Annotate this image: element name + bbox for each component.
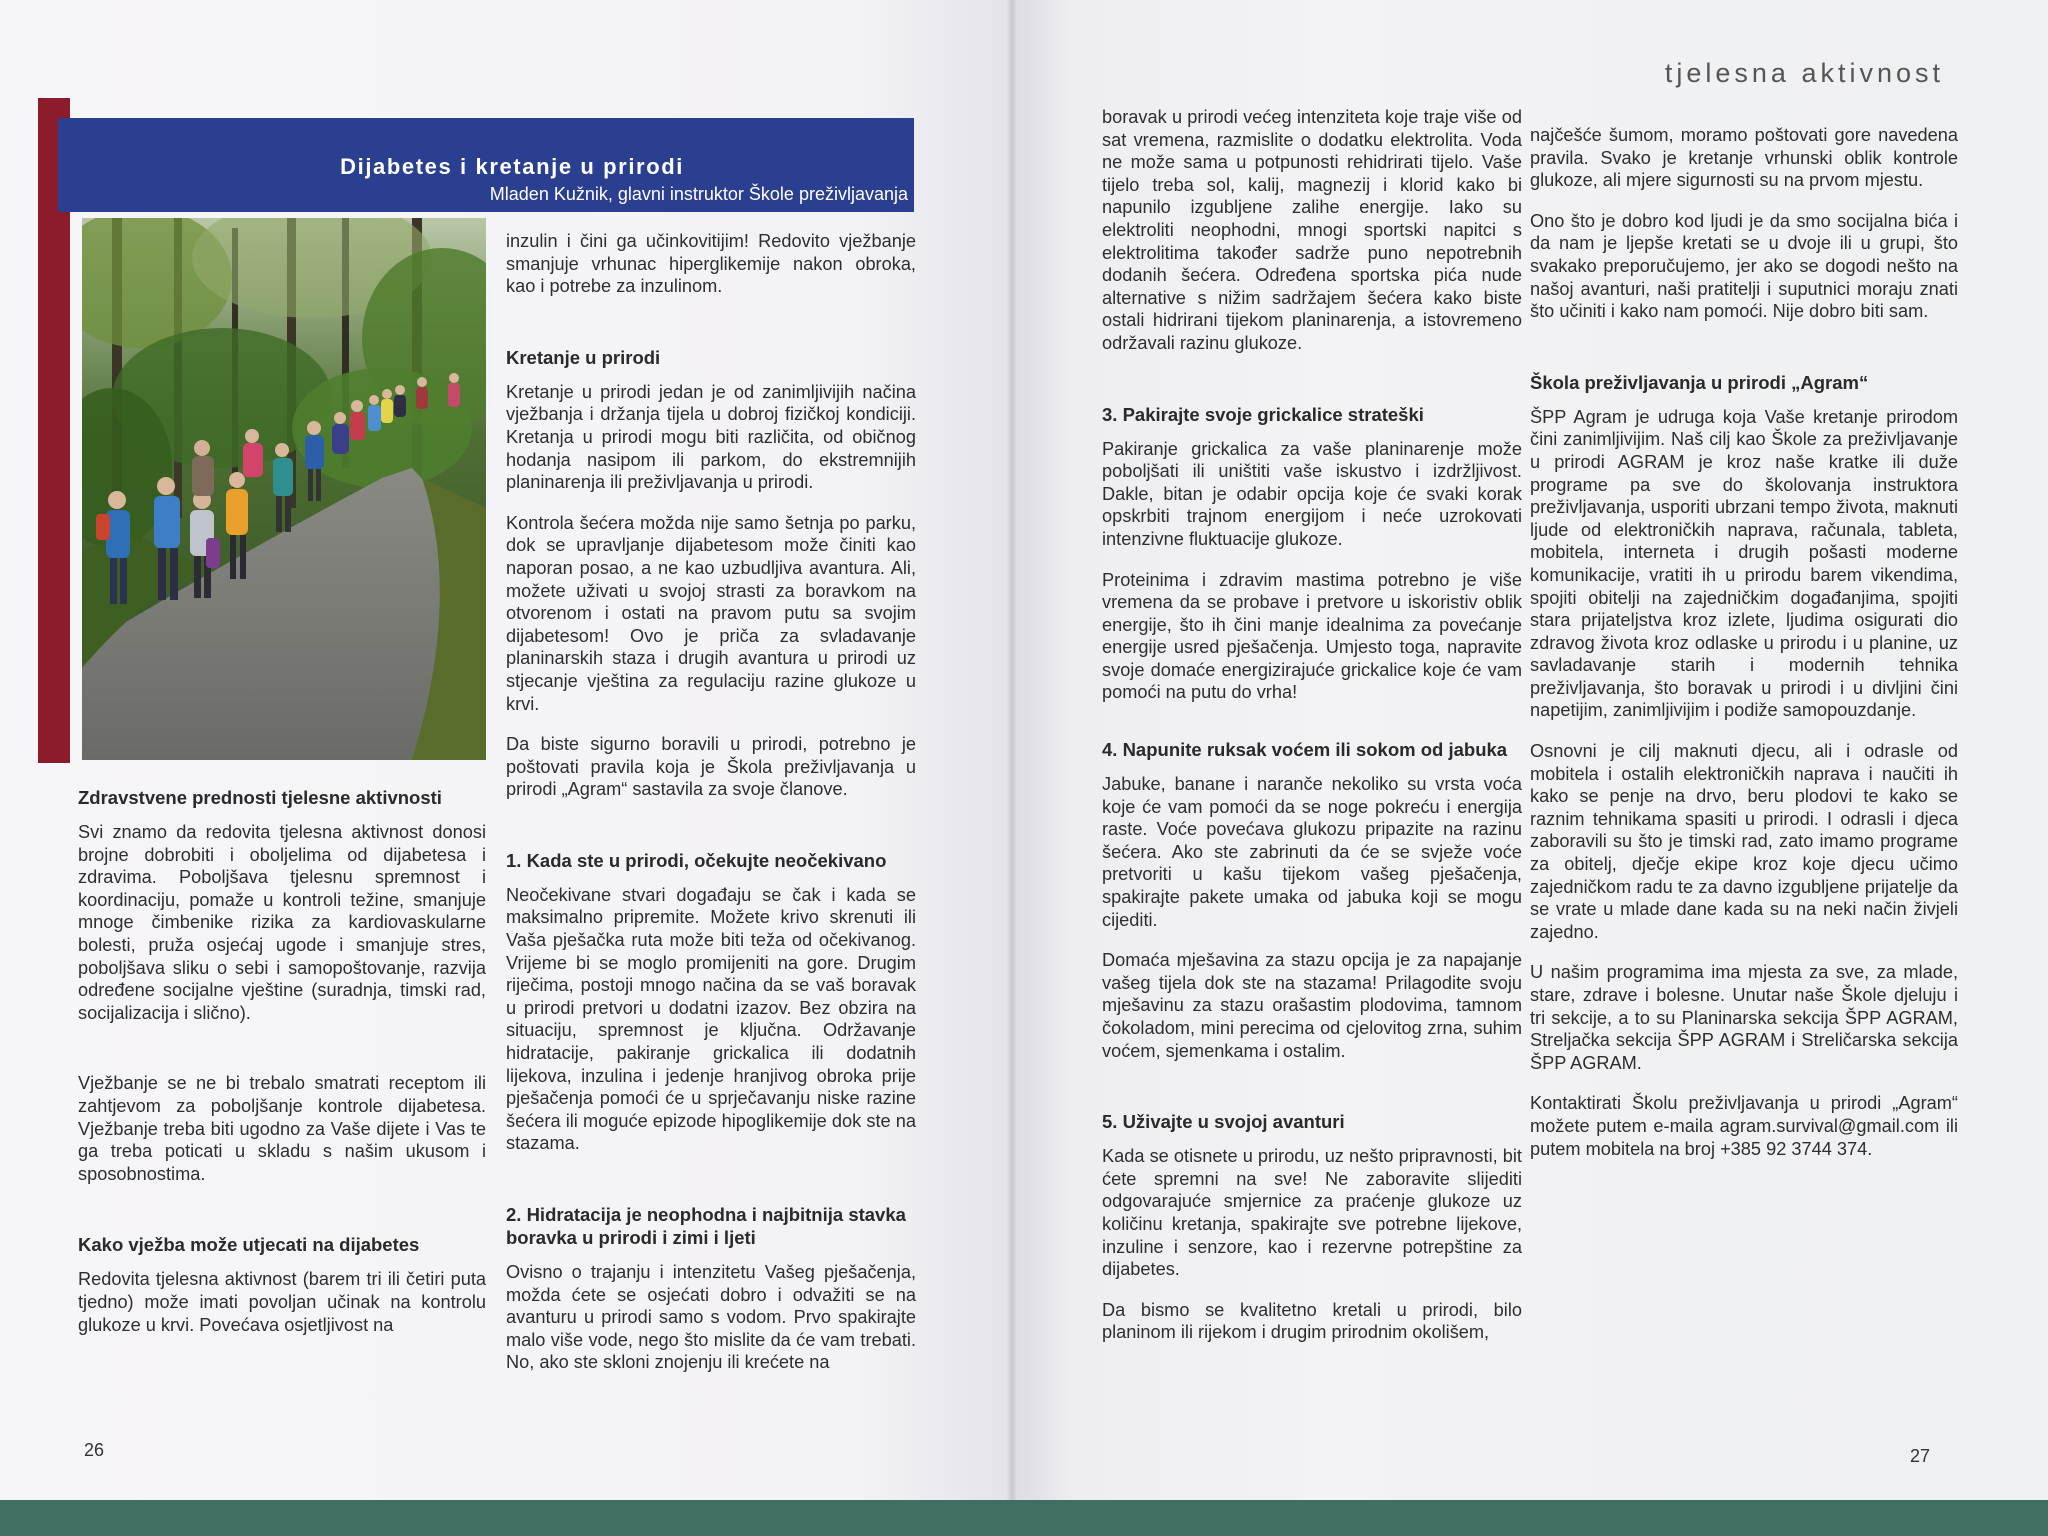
- paragraph: Vježbanje se ne bi trebalo smatrati receptom ili zahtjevom za poboljšanje kontrole dijabetesa. Vježbanje treba biti ugodno za Vaše dijete i Vas te ga treba poticati u skladu s našim ukusom i sposobnostima.: [78, 1073, 486, 1184]
- paragraph: Jabuke, banane i naranče nekoliko su vrsta voća koje će vam pomoći da se noge pokreću i energija raste. Voće povećava glukozu pripazite na razinu šećera. Ako ste zabrinuti da će se svježe voće pretvoriti u kašu tijekom vašeg pješačenja, spakirajte pakete umaka od jabuka koji se mogu cijediti.: [1102, 774, 1522, 930]
- paragraph: Kretanje u prirodi jedan je od zanimljivijih načina vježbanja i držanja tijela u dobroj fizičkoj kondiciji. Kretanja u prirodi mogu biti različita, od običnog hodanja nasipom ili parkom, do ekstremnijih planinarenja ili preživljavanja u prirodi.: [506, 381, 916, 493]
- paragraph: Kontrola šećera možda nije samo šetnja po parku, dok se upravljanje dijabetesom može činiti kao naporan posao, a ne kao uzbudljiva avantura. Ali, možete uživati u svojoj strasti za boravkom na otvorenom i ostati na pravom putu sa svojim dijabetesom! Ovo je priča za svladavanje planinarskih staza i drugih avantura u prirodi uz stjecanje vještina za regulaciju razine glukoze u krvi.: [506, 512, 916, 714]
- page-number-right: 27: [1910, 1446, 1931, 1466]
- heading-rule-1: 1. Kada ste u prirodi, očekujte neočekivano: [506, 849, 887, 871]
- right-page: [1012, 0, 2048, 1500]
- paragraph: Proteinima i zdravim mastima potrebno je više vremena da se probave i pretvore u iskoristiv oblik energije, što ih čini manje idealnima za povećanje energije usred pješačenja. Umjesto toga, napravite svoje domaće energizirajuće grickalice koje će vam pomoći na putu do vrha!: [1102, 569, 1522, 703]
- contact-paragraph: Kontaktirati Školu preživljavanja u prirodi „Agram“ možete putem e-maila agram.survival@gmail.com ili putem mobitela na broj +385 92 3744 374.: [1530, 1093, 1958, 1159]
- title-bar: [58, 118, 914, 212]
- paragraph: Kada se otisnete u prirodu, uz nešto pripravnosti, bit ćete spremni na sve! Ne zaboravite slijediti odgovarajuće smjernice za praćenje glukoze uz količinu kretanja, spakirajte sve potrebne lijekove, inzuline i senzore, kao i rezervne potrepštine za dijabetes.: [1102, 1146, 1522, 1280]
- article-author: Mladen Kužnik, glavni instruktor Škole preživljavanja: [489, 184, 908, 204]
- heading-rule-5: 5. Uživajte u svojoj avanturi: [1102, 1111, 1345, 1133]
- page-number-left: 26: [84, 1440, 105, 1460]
- left-page: [0, 0, 1012, 1500]
- paragraph: Osnovni je cilj maknuti djecu, ali i odrasle od mobitela i ostalih elektroničkih naprava i naučiti ih kako se penje na drvo, beru plodovi te kako se raznim tehnikama spasiti u prirodi. I odrasli i djeca zaboravili su što je timski rad, zato imamo programe za obitelj, dječje ekipe kroz koje djecu učimo zajedničkom radu te za davno izgubljene prijatelje da se vrate u mlade dane kada su na neki način živjeli zajedno.: [1530, 741, 1958, 942]
- heading-survival-school: Škola preživljavanja u prirodi „Agram“: [1530, 371, 1869, 393]
- paragraph: Domaća mješavina za stazu opcija je za napajanje vašeg tijela dok ste na stazama! Prilagodite svoju mješavinu za stazu orašastim plodovima, tamnom čokoladom, mini perecima od cjelovitog zrna, suhim voćem, sjemenkama i ostalim.: [1102, 950, 1522, 1061]
- paragraph: Neočekivane stvari događaju se čak i kada se maksimalno pripremite. Možete krivo skrenuti ili Vaša pješačka ruta može biti teža od očekivanog. Vrijeme bi se moglo promijeniti na gore. Drugim riječima, postoji mnogo načina da se vaš boravak u prirodi pretvori u dodatni izazov. Bez obzira na situaciju, spremnost je ključna. Održavanje hidratacije, pakiranje grickalica ili dodatnih lijekova, inzulina i jedenje hranjivog obroka prije pješačenja pomoći će u sprječavanju niske razine šećera ili moguće epizode hipoglikemije dok ste na stazama.: [506, 884, 916, 1154]
- paragraph: inzulin i čini ga učinkovitijim! Redovito vježbanje smanjuje vrhunac hiperglikemije nakon obroka, kao i potrebe za inzulinom.: [506, 231, 916, 297]
- book-spine: [1006, 0, 1018, 1500]
- left-column-2: [506, 230, 916, 1374]
- section-label: tjelesna aktivnost: [1664, 58, 1944, 88]
- right-column-2: [1530, 124, 1958, 1160]
- paragraph: Da biste sigurno boravili u prirodi, potrebno je poštovati pravila koja je Škola preživljavanja u prirodi „Agram“ sastavila za svoje članove.: [506, 734, 916, 800]
- right-column-1: [1102, 106, 1522, 1344]
- paragraph: U našim programima ima mjesta za sve, za mlade, stare, zdrave i bolesne. Unutar naše Škole djeluju i tri sekcije, a to su Planinarska sekcija ŠPP AGRAM, Streljačka sekcija ŠPP AGRAM i Streličarska sekcija ŠPP AGRAM.: [1530, 962, 1958, 1073]
- heading-health-benefits: Zdravstvene prednosti tjelesne aktivnosti: [78, 787, 442, 808]
- heading-exercise-effect: Kako vježba može utjecati na dijabetes: [78, 1234, 420, 1256]
- article-title: Dijabetes i kretanje u prirodi: [340, 154, 684, 179]
- heading-movement-in-nature: Kretanje u prirodi: [506, 346, 661, 368]
- left-column-1: [78, 786, 486, 1336]
- paragraph: boravak u prirodi većeg intenziteta koje traje više od sat vremena, razmislite o dodatku elektrolita. Voda ne može sama u potpunosti rehidrirati tijelo. Vaše tijelo treba sol, kalij, magnezij i klorid kako bi napunilo izgubljene zalihe energije. Iako su elektroliti neophodni, mnogi sportski napitci s elektrolitima također sadrže puno nepotrebnih dodanih šećera. Određena sportska pića nude alternative s nižim sadržajem šećera kako biste ostali hidrirani tijekom planinarenja, a istovremeno održavali razinu glukoze.: [1102, 107, 1522, 353]
- heading-rule-3: 3. Pakirajte svoje grickalice strateški: [1102, 403, 1424, 425]
- paragraph: Ono što je dobro kod ljudi je da smo socijalna bića i da nam je ljepše kretati se u dvoje ili u grupi, što svakako preporučujemo, jer ako se dogodi nešto na našoj avanturi, naši pratitelji i suputnici moraju znati što učiniti i kako nam pomoći. Nije dobro biti sam.: [1530, 210, 1958, 322]
- paragraph: Ovisno o trajanju i intenzitetu Vašeg pješačenja, možda ćete se osjećati dobro i odvažiti se na avanturu u prirodi samo s vodom. Prvo spakirajte malo više vode, nego što mislite da će vam trebati. No, ako ste skloni znojenju ili krećete na: [506, 1262, 916, 1373]
- paragraph: Pakiranje grickalica za vaše planinarenje može poboljšati ili uništiti vaše iskustvo i izdržljivost. Dakle, bitan je odabir opcija koje će svaki korak opskrbiti trajnom energijom i neće uzrokovati intenzivne fluktuacije glukoze.: [1102, 438, 1522, 549]
- heading-rule-2: 2. Hidratacija je neophodna i najbitnija stavka boravka u prirodi i zimi i ljeti: [506, 1204, 906, 1248]
- group-hike-photo: [82, 218, 486, 760]
- paragraph: Redovita tjelesna aktivnost (barem tri ili četiri puta tjedno) može imati povoljan učinak na kontrolu glukoze u krvi. Povećava osjetljivost na: [78, 1269, 486, 1335]
- paragraph: najčešće šumom, moramo poštovati gore navedena pravila. Svako je kretanje vrhunski oblik kontrole glukoze, ali mjere sigurnosti su na prvom mjestu.: [1530, 125, 1958, 191]
- paragraph: Svi znamo da redovita tjelesna aktivnost donosi brojne dobrobiti i oboljelima od dijabetesa i zdravima. Poboljšava tjelesnu spremnost i koordinaciju, pomaže u kontroli težine, smanjuje mnoge čimbenike rizika za kardiovaskularne bolesti, pruža osjećaj ugode i smanjuje stres, poboljšava sliku o sebi i samopoštovanje, razvija određene socijalne vještine (suradnja, timski rad, socijalizacija i slično).: [78, 822, 486, 1023]
- paragraph: ŠPP Agram je udruga koja Vaše kretanje prirodom čini zanimljivijim. Naš cilj kao Škole za preživljavanje u prirodi AGRAM je kroz naše kratke ili duže programe pa sve do školovanja instruktora preživljavanja, usporiti ubrzani tempo života, maknuti ljude od elektroničkih naprava, računala, tableta, mobitela, interneta i drugih pošasti moderne komunikacije, vratiti ih u prirodu barem vikendima, spojiti obitelji na zajedničkim događanjima, spojiti stara prijateljstva kroz izlete, ljudima osigurati dio zdravog života kroz odlaske u prirodu i u planine, uz savladavanje starih i modernih tehnika preživljavanja, što boravak u prirodi i u divljini čini napetijim, zanimljivijim i podiže samopouzdanje.: [1530, 406, 1958, 721]
- heading-rule-4: 4. Napunite ruksak voćem ili sokom od jabuka: [1102, 739, 1508, 761]
- paragraph: Da bismo se kvalitetno kretali u prirodi, bilo planinom ili rijekom i drugim prirodnim okolišem,: [1102, 1299, 1522, 1343]
